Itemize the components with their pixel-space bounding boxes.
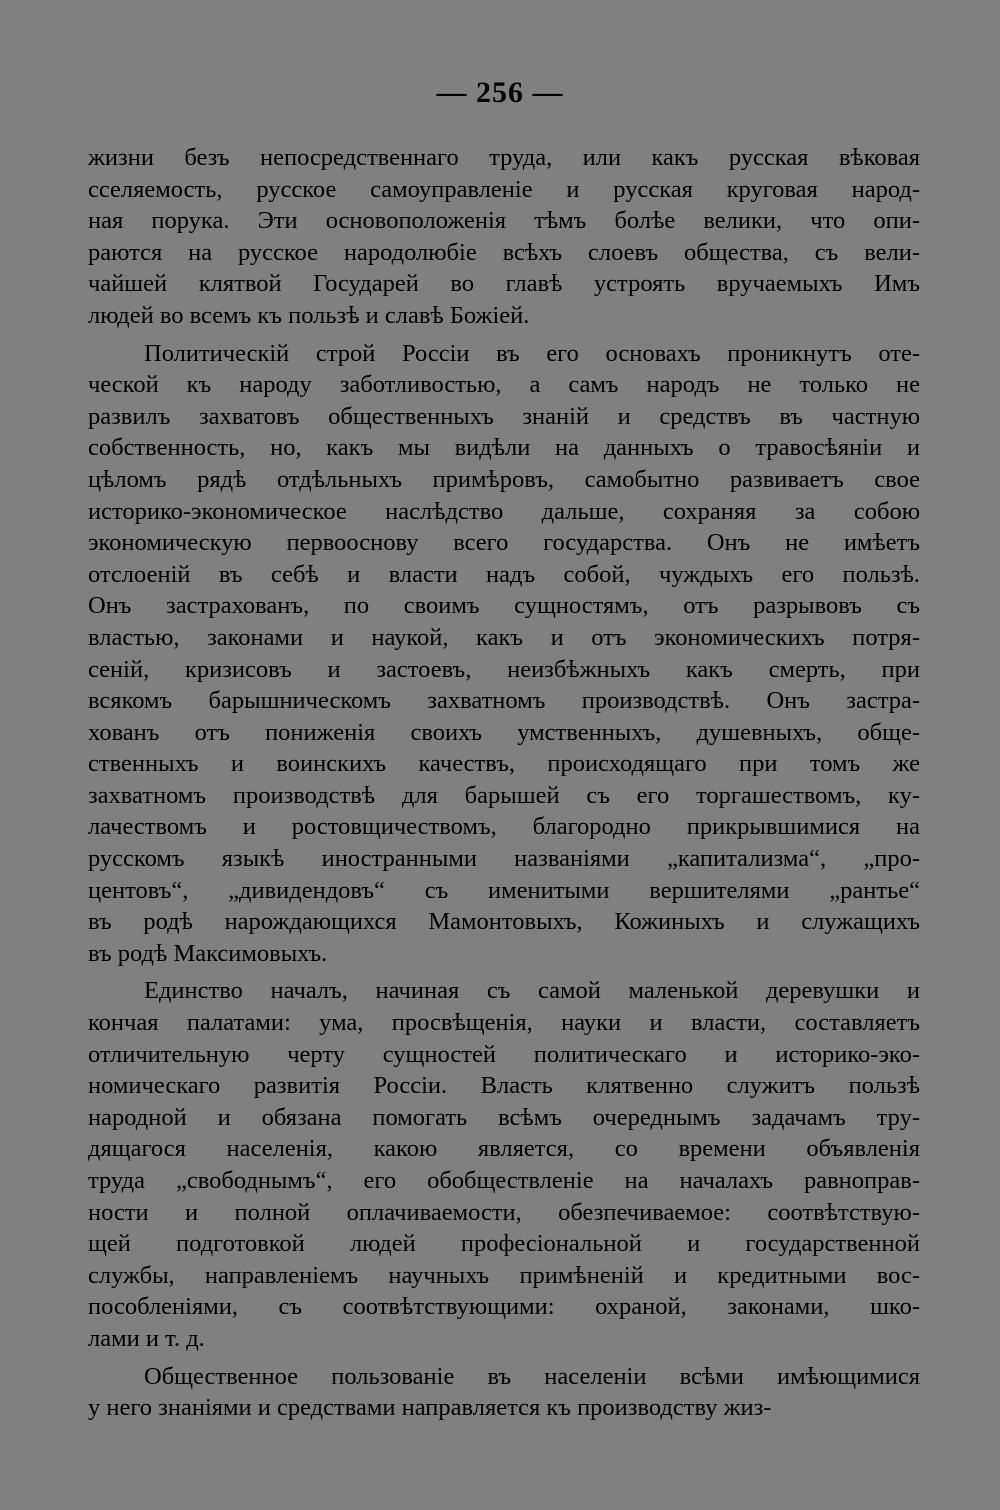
- paragraph: [88, 975, 920, 1354]
- text-line: кончая палатами: ума, просвѣщенія, науки и власти, составляетъ: [88, 1009, 920, 1037]
- text-line: труда „свободнымъ“, его обобществленіе на началахъ равноправ-: [88, 1167, 920, 1194]
- text-line: номическаго развитія Россіи. Власть клятвенно служитъ пользѣ: [88, 1072, 920, 1100]
- text-line: отслоеній въ себѣ и власти надъ собой, чуждыхъ его пользѣ.: [88, 560, 920, 588]
- text-line: дящагося населенія, какою является, со времени объявленія: [88, 1135, 920, 1163]
- text-line: лами и т. д.: [88, 1324, 205, 1352]
- text-line: раются на русское народолюбіе всѣхъ слоевъ общества, съ вели-: [88, 238, 920, 266]
- text-line: ческой къ народу заботливостью, а самъ народъ не только не: [88, 371, 920, 399]
- text-line: отличительную черту сущностей политическаго и историко-эко-: [88, 1040, 920, 1068]
- text-line: Политическій строй Россіи въ его основахъ проникнутъ оте-: [144, 339, 920, 367]
- text-line: щей подготовкой людей професіональной и государственной: [88, 1230, 920, 1258]
- text-line: сеній, кризисовъ и застоевъ, неизбѣжныхъ какъ смерть, при: [88, 655, 920, 683]
- text-line: цѣломъ рядѣ отдѣльныхъ примѣровъ, самобытно развиваетъ свое: [88, 465, 920, 493]
- text-line: собственность, но, какъ мы видѣли на данныхъ о травосѣяніи и: [88, 434, 920, 462]
- text-line: хованъ отъ пониженія своихъ умственныхъ, душевныхъ, обще-: [88, 718, 920, 746]
- text-line: развилъ захватовъ общественныхъ знаній и средствъ въ частную: [88, 402, 920, 430]
- text-line: историко-экономическое наслѣдство дальше, сохраняя за собою: [88, 497, 920, 525]
- text-line: у него знаніями и средствами направляется къ производству жиз-: [88, 1394, 772, 1422]
- text-line: ности и полной оплачиваемости, обезпечиваемое: соотвѣтствую-: [88, 1198, 920, 1226]
- text-line: ственныхъ и воинскихъ качествъ, происходящаго при томъ же: [88, 750, 920, 778]
- text-line: всякомъ барышническомъ захватномъ производствѣ. Онъ застра-: [88, 687, 920, 715]
- text-body: [88, 142, 920, 1424]
- text-line: экономическую первооснову всего государства. Онъ не имѣетъ: [88, 529, 920, 557]
- text-line: народной и обязана помогать всѣмъ очереднымъ задачамъ тру-: [88, 1103, 920, 1131]
- text-line: пособленіями, съ соотвѣтствующими: охраной, законами, шко-: [88, 1293, 920, 1321]
- paragraph: [88, 142, 920, 332]
- text-line: Общественное пользованіе въ населеніи всѣми имѣющимися: [144, 1362, 920, 1390]
- text-line: лачествомъ и ростовщичествомъ, благородно прикрывшимися на: [88, 813, 920, 841]
- paragraph: [88, 338, 920, 970]
- text-line: чайшей клятвой Государей во главѣ устроять вручаемыхъ Имъ: [88, 270, 920, 298]
- text-line: властью, законами и наукой, какъ и отъ экономическихъ потря-: [88, 623, 920, 651]
- text-line: ная порука. Эти основоположенія тѣмъ болѣе велики, что опи-: [88, 207, 920, 235]
- page-number: — 256 —: [436, 76, 564, 109]
- paragraph: [88, 1361, 920, 1424]
- text-line: русскомъ языкѣ иностранными названіями „капитализма“, „про-: [88, 845, 920, 873]
- text-line: Единство началъ, начиная съ самой маленькой деревушки и: [144, 977, 920, 1005]
- text-line: службы, направленіемъ научныхъ примѣненій и кредитными вос-: [88, 1261, 920, 1289]
- text-line: захватномъ производствѣ для барышей съ его торгашествомъ, ку-: [88, 781, 920, 809]
- text-line: жизни безъ непосредственнаго труда, или какъ русская вѣковая: [88, 144, 920, 171]
- text-line: людей во всемъ къ пользѣ и славѣ Божіей.: [88, 301, 530, 329]
- text-line: въ родѣ нарождающихся Мамонтовыхъ, Кожиныхъ и служащихъ: [88, 908, 920, 936]
- text-line: центовъ“, „дивидендовъ“ съ именитыми вершителями „рантье“: [88, 876, 920, 904]
- text-line: сселяемость, русское самоуправленіе и русская круговая народ-: [88, 175, 920, 203]
- text-line: Онъ застрахованъ, по своимъ сущностямъ, отъ разрывовъ съ: [88, 592, 920, 620]
- text-line: въ родѣ Максимовыхъ.: [88, 939, 328, 967]
